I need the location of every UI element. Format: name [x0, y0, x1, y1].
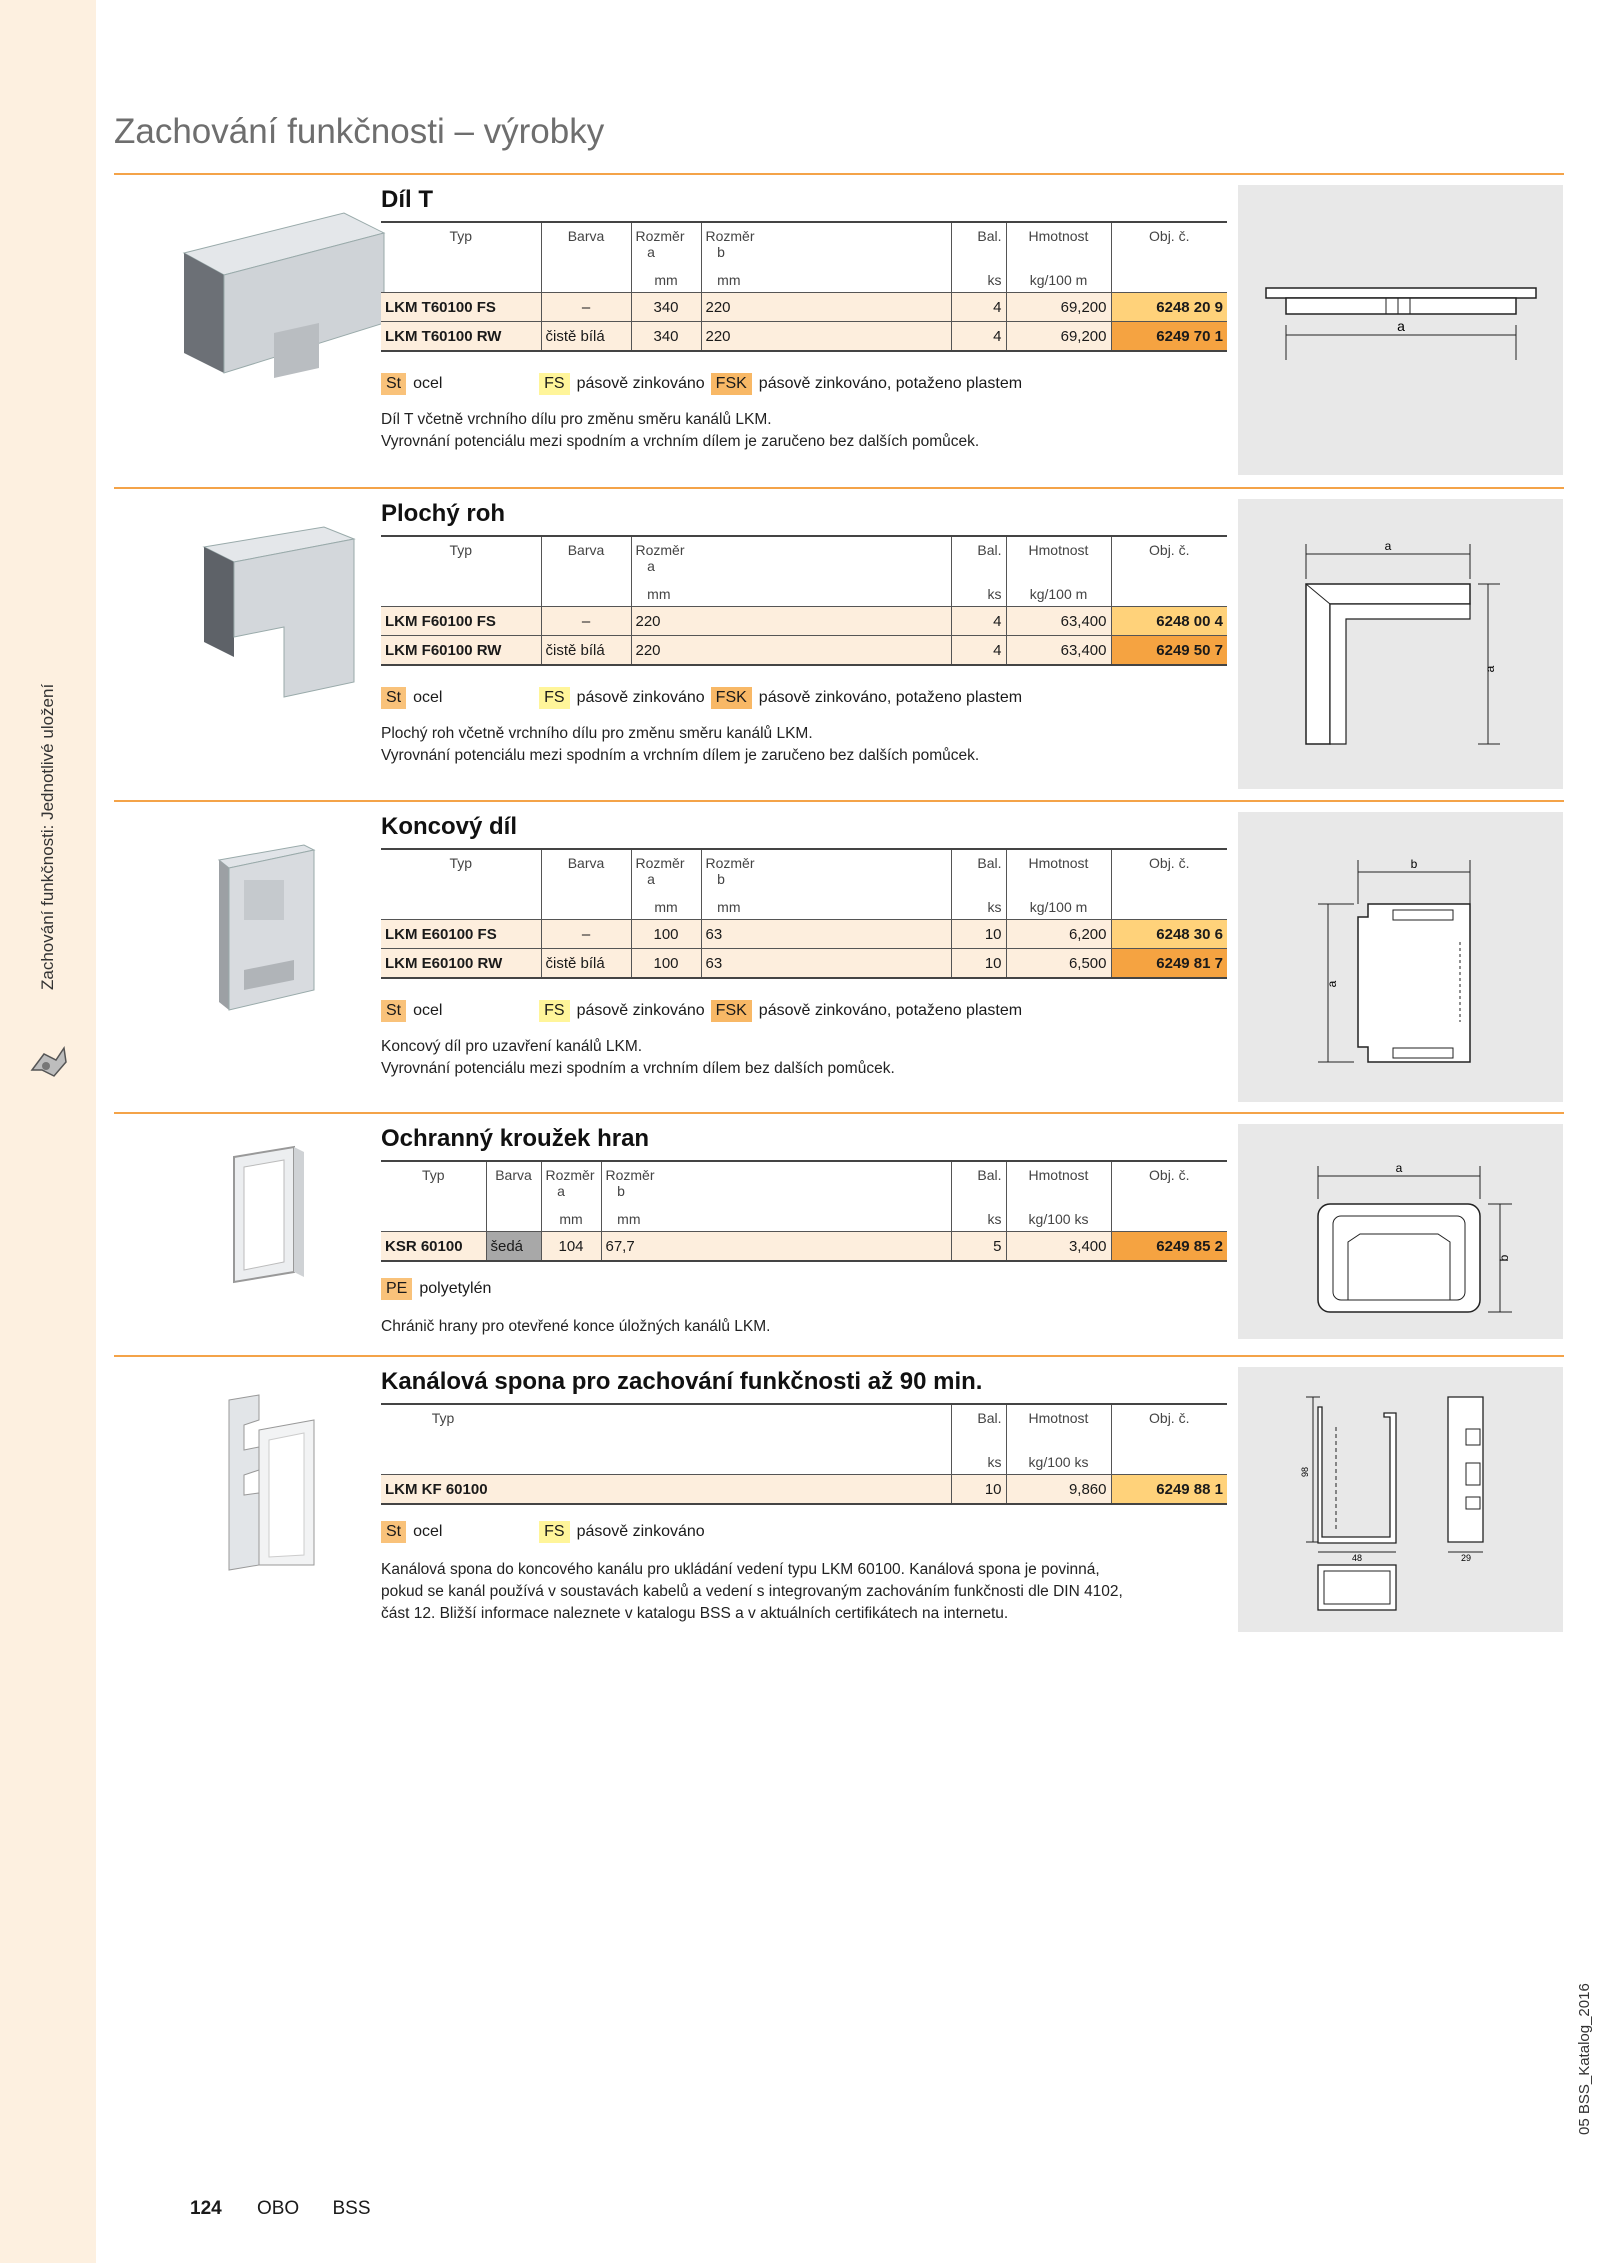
cell-order-number: 6249 88 1	[1111, 1475, 1227, 1505]
table-row	[381, 1475, 1227, 1505]
cell-a: 100	[631, 920, 701, 949]
cell-a: 340	[631, 293, 701, 322]
section-divider	[114, 1112, 1564, 1114]
technical-drawing-edge-ring	[1238, 1124, 1563, 1339]
col-typ: Typ	[449, 228, 473, 244]
cell-bal: 10	[951, 949, 1006, 979]
dimension-label-a: a	[1483, 665, 1497, 673]
section-dil-t	[114, 173, 1564, 483]
product-photo-channel-clip	[144, 1375, 394, 1575]
legend-text-fsk: pásově zinkováno, potaženo plastem	[758, 1002, 1023, 1019]
cell-barva: –	[541, 607, 631, 636]
section-divider	[114, 800, 1564, 802]
cell-typ: LKM F60100 FS	[381, 607, 541, 636]
cell-typ: LKM KF 60100	[381, 1475, 951, 1505]
unit-ks: ks	[951, 1209, 1006, 1232]
col-typ: Typ	[449, 542, 473, 558]
spec-table	[381, 535, 1227, 666]
legend-code-st: St	[381, 1521, 406, 1543]
unit-mm: mm	[631, 270, 701, 293]
col-bal: Bal.	[951, 536, 1006, 584]
cell-typ: LKM T60100 RW	[381, 322, 541, 352]
col-typ: Typ	[431, 1410, 455, 1426]
technical-drawing-flat-corner	[1238, 499, 1563, 789]
col-rozmer-a: Rozměr a	[541, 1161, 601, 1209]
col-typ: Typ	[449, 855, 473, 871]
material-legend	[381, 371, 1036, 397]
dimension-98: 98	[1300, 1466, 1310, 1478]
cell-order-number: 6248 20 9	[1111, 293, 1227, 322]
table-row	[381, 1232, 1227, 1262]
col-rozmer-a: Rozměr a	[631, 222, 701, 270]
col-hmotnost: Hmotnost	[1006, 849, 1111, 897]
legend-code-fsk: FSK	[711, 1000, 752, 1022]
dimension-label-a: a	[1325, 980, 1339, 988]
col-obj: Obj. č.	[1111, 1161, 1227, 1209]
legend-code-fs: FS	[539, 687, 569, 709]
left-margin-band	[0, 0, 96, 2263]
cell-barva: –	[541, 293, 631, 322]
spec-table	[381, 1160, 1227, 1262]
cell-typ: KSR 60100	[381, 1232, 486, 1262]
unit-mm: mm	[541, 1209, 601, 1232]
legend-code-fs: FS	[539, 373, 569, 395]
legend-text-st: ocel	[413, 1002, 443, 1019]
cell-barva: čistě bílá	[541, 949, 631, 979]
legend-code-st: St	[381, 687, 406, 709]
section-description: Díl T včetně vrchního dílu pro změnu směru kanálů LKM. Vyrovnání potenciálu mezi spodním a vrchním dílem je zaručeno bez dalších pomůcek.	[381, 411, 980, 450]
legend-text-st: ocel	[413, 689, 443, 706]
section-description: Plochý roh včetně vrchního dílu pro změnu směru kanálů LKM. Vyrovnání potenciálu mezi spodním a vrchním dílem je zaručeno bez dalších pomůcek.	[381, 725, 980, 764]
technical-drawing-t-piece	[1238, 185, 1563, 475]
table-row	[381, 322, 1227, 352]
cell-b: 63	[701, 920, 951, 949]
side-chapter-label: Zachování funkčnosti: Jednotlivé uložení	[38, 683, 57, 990]
cell-hmotnost: 63,400	[1006, 636, 1111, 666]
cell-b: 63	[701, 949, 951, 979]
section-divider	[114, 1355, 1564, 1357]
cell-order-number: 6249 85 2	[1111, 1232, 1227, 1262]
col-hmotnost: Hmotnost	[1006, 222, 1111, 270]
dimension-48: 48	[1351, 1553, 1363, 1563]
cell-barva: –	[541, 920, 631, 949]
section-divider	[114, 487, 1564, 489]
table-row	[381, 920, 1227, 949]
cell-b: 220	[701, 293, 951, 322]
legend-text-pe: polyetylén	[419, 1280, 492, 1297]
col-obj: Obj. č.	[1111, 1404, 1227, 1452]
product-photo-end-piece	[144, 820, 394, 1020]
section-description: Kanálová spona do koncového kanálu pro ukládání vedení typu LKM 60100. Kanálová spona je povinná, pokud se kanál používá v soustavách kabelů a vedení s integrovaným zachováním funkčnosti dle DIN 4102, část 12. Bližší informace naleznete v katalogu BSS a v aktuálních certifikátech na internetu.	[381, 1561, 1123, 1622]
cell-a: 100	[631, 949, 701, 979]
cell-barva: čistě bílá	[541, 322, 631, 352]
section-title: Plochý roh	[381, 500, 506, 527]
legend-text-fsk: pásově zinkováno, potaženo plastem	[758, 689, 1023, 706]
dimension-label-b: b	[1497, 1254, 1511, 1262]
cell-hmotnost: 69,200	[1006, 322, 1111, 352]
legend-text-fs: pásově zinkováno	[576, 375, 705, 392]
cell-a: 220	[631, 636, 951, 666]
cell-typ: LKM E60100 RW	[381, 949, 541, 979]
cell-hmotnost: 9,860	[1006, 1475, 1111, 1505]
unit-mm: mm	[631, 584, 951, 607]
spec-table	[381, 221, 1227, 352]
cell-bal: 4	[951, 322, 1006, 352]
cell-typ: LKM F60100 RW	[381, 636, 541, 666]
material-legend	[381, 685, 1036, 711]
cell-hmotnost: 6,200	[1006, 920, 1111, 949]
catalog-label: 05 BSS_Katalog_2016	[1576, 1983, 1593, 2135]
col-rozmer-a: Rozměr a	[631, 849, 701, 897]
cell-bal: 4	[951, 607, 1006, 636]
col-rozmer-b: Rozměr b	[601, 1161, 951, 1209]
col-barva: Barva	[541, 849, 631, 897]
legend-code-pe: PE	[381, 1278, 412, 1300]
col-barva: Barva	[541, 222, 631, 270]
table-row	[381, 607, 1227, 636]
cell-order-number: 6249 81 7	[1111, 949, 1227, 979]
dimension-label-a: a	[1397, 318, 1405, 334]
cell-hmotnost: 3,400	[1006, 1232, 1111, 1262]
cell-a: 340	[631, 322, 701, 352]
legend-text-fs: pásově zinkováno	[576, 1523, 705, 1540]
cell-bal: 10	[951, 920, 1006, 949]
legend-code-fsk: FSK	[711, 373, 752, 395]
dimension-label-a: a	[1384, 539, 1392, 553]
col-barva: Barva	[486, 1161, 541, 1209]
section-ochranny-krouzek	[114, 1112, 1564, 1352]
unit-ks: ks	[951, 897, 1006, 920]
cell-order-number: 6248 00 4	[1111, 607, 1227, 636]
section-title: Kanálová spona pro zachování funkčnosti až 90 min.	[381, 1368, 983, 1395]
col-bal: Bal.	[951, 849, 1006, 897]
cell-barva: čistě bílá	[541, 636, 631, 666]
legend-code-fs: FS	[539, 1521, 569, 1543]
legend-code-fs: FS	[539, 1000, 569, 1022]
col-bal: Bal.	[951, 1404, 1006, 1452]
cell-typ: LKM E60100 FS	[381, 920, 541, 949]
material-legend	[381, 1519, 719, 1545]
cell-a: 220	[631, 607, 951, 636]
cell-bal: 10	[951, 1475, 1006, 1505]
section-description: Chránič hrany pro otevřené konce úložných kanálů LKM.	[381, 1318, 771, 1335]
spec-table	[381, 1403, 1227, 1505]
unit-mm: mm	[631, 897, 701, 920]
page-footer	[190, 2198, 399, 2220]
unit-ks: ks	[951, 584, 1006, 607]
cell-order-number: 6249 50 7	[1111, 636, 1227, 666]
legend-text-st: ocel	[413, 375, 443, 392]
product-photo-flat-corner	[144, 507, 394, 707]
legend-code-st: St	[381, 1000, 406, 1022]
legend-text-fsk: pásově zinkováno, potaženo plastem	[758, 375, 1023, 392]
col-obj: Obj. č.	[1111, 849, 1227, 897]
dimension-label-b: b	[1410, 857, 1418, 871]
section-divider	[114, 173, 1564, 175]
col-rozmer-b: Rozměr b	[701, 849, 951, 897]
section-kanalova-spona	[114, 1355, 1564, 1655]
unit-kg: kg/100 m	[1006, 270, 1111, 293]
cell-bal: 4	[951, 636, 1006, 666]
section-title: Koncový díl	[381, 813, 518, 840]
table-row	[381, 636, 1227, 666]
col-obj: Obj. č.	[1111, 222, 1227, 270]
unit-kg: kg/100 ks	[1006, 1452, 1111, 1475]
unit-kg: kg/100 ks	[1006, 1209, 1111, 1232]
footer-section: BSS	[332, 2198, 371, 2219]
col-hmotnost: Hmotnost	[1006, 1161, 1111, 1209]
unit-mm: mm	[601, 1209, 951, 1232]
cell-hmotnost: 63,400	[1006, 607, 1111, 636]
col-rozmer-b: Rozměr b	[701, 222, 951, 270]
cell-order-number: 6248 30 6	[1111, 920, 1227, 949]
unit-kg: kg/100 m	[1006, 584, 1111, 607]
technical-drawing-channel-clip	[1238, 1367, 1563, 1632]
cell-hmotnost: 69,200	[1006, 293, 1111, 322]
legend-text-fs: pásově zinkováno	[576, 689, 705, 706]
product-photo-edge-ring	[144, 1132, 394, 1292]
legend-code-st: St	[381, 373, 406, 395]
section-koncovy-dil	[114, 800, 1564, 1110]
col-typ: Typ	[421, 1167, 445, 1183]
unit-ks: ks	[951, 270, 1006, 293]
spec-table	[381, 848, 1227, 979]
table-row	[381, 949, 1227, 979]
legend-text-st: ocel	[413, 1523, 443, 1540]
col-rozmer-a: Rozměr a	[631, 536, 951, 584]
cell-typ: LKM T60100 FS	[381, 293, 541, 322]
technical-drawing-end-piece	[1238, 812, 1563, 1102]
page-title: Zachování funkčnosti – výrobky	[114, 112, 605, 151]
dimension-label-a: a	[1395, 1161, 1403, 1175]
table-row	[381, 293, 1227, 322]
cell-b: 220	[701, 322, 951, 352]
section-plochy-roh	[114, 487, 1564, 797]
unit-mm: mm	[701, 897, 951, 920]
material-legend	[381, 1276, 505, 1302]
cell-a: 104	[541, 1232, 601, 1262]
col-bal: Bal.	[951, 222, 1006, 270]
unit-kg: kg/100 m	[1006, 897, 1111, 920]
section-title: Díl T	[381, 186, 433, 213]
cable-clamp-icon	[26, 1040, 70, 1084]
unit-ks: ks	[951, 1452, 1006, 1475]
cell-b: 67,7	[601, 1232, 951, 1262]
cell-bal: 4	[951, 293, 1006, 322]
dimension-29: 29	[1460, 1553, 1472, 1563]
col-obj: Obj. č.	[1111, 536, 1227, 584]
cell-order-number: 6249 70 1	[1111, 322, 1227, 352]
legend-text-fs: pásově zinkováno	[576, 1002, 705, 1019]
page-number: 124	[190, 2198, 222, 2219]
col-barva: Barva	[541, 536, 631, 584]
legend-code-fsk: FSK	[711, 687, 752, 709]
product-photo-t-piece	[144, 193, 394, 393]
col-bal: Bal.	[951, 1161, 1006, 1209]
material-legend	[381, 998, 1036, 1024]
unit-mm: mm	[701, 270, 951, 293]
cell-barva: šedá	[486, 1232, 541, 1262]
cell-hmotnost: 6,500	[1006, 949, 1111, 979]
col-hmotnost: Hmotnost	[1006, 536, 1111, 584]
col-hmotnost: Hmotnost	[1006, 1404, 1111, 1452]
section-description: Koncový díl pro uzavření kanálů LKM. Vyrovnání potenciálu mezi spodním a vrchním dílem bez dalších pomůcek.	[381, 1038, 895, 1077]
cell-bal: 5	[951, 1232, 1006, 1262]
section-title: Ochranný kroužek hran	[381, 1125, 650, 1152]
footer-brand: OBO	[256, 2198, 300, 2219]
